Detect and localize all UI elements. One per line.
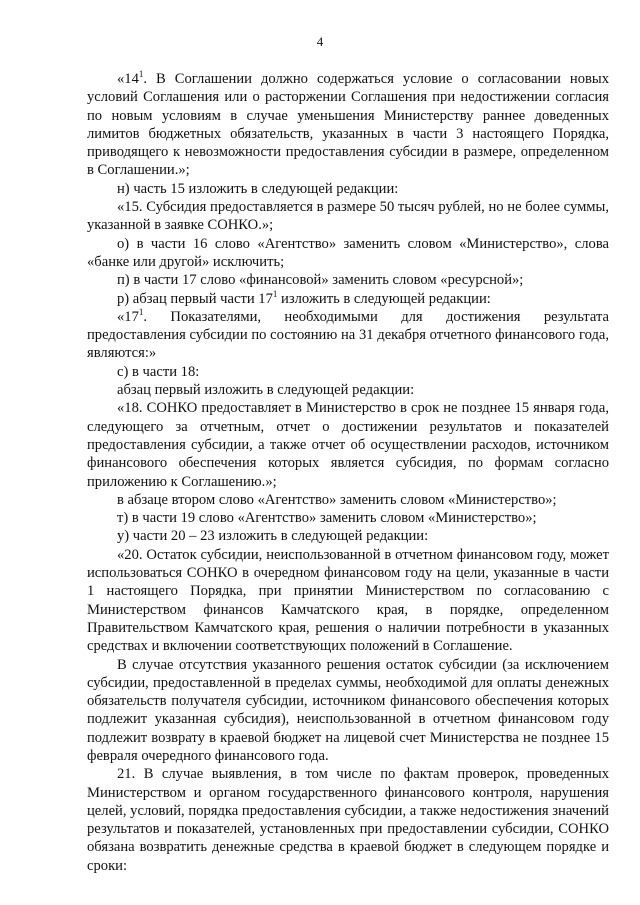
page-number: 4 <box>316 34 324 49</box>
paragraph-item-u: у) части 20 – 23 изложить в следующей редакции: <box>117 528 429 545</box>
document-body <box>87 70 609 875</box>
paragraph-first-abzac: абзац первый изложить в следующей редакции: <box>117 382 415 399</box>
paragraph-20-remainder: В случае отсутствия указанного решения остаток субсидии (за исключением субсидии, предоставленной в пределах суммы, необходимой для оплаты денежных обязательств получателя субсидии, источником финансового обеспечения которых подлежит указанная субсидия), неиспользованной в отчетном финансовом году подлежит возврату в краевой бюджет на лицевой счет Министерства не позднее 15 февраля очередного финансового года. <box>87 656 609 764</box>
paragraph-second-abzac: в абзаце втором слово «Агентство» заменить словом «Министерство»; <box>117 491 557 508</box>
paragraph-17-1: «$17^1$. Показателями, необходимыми для достижения результата предоставления субсидии по состоянию на 31 декабря отчетного финансового года, являются:» <box>87 307 609 362</box>
paragraph-20: «20. Остаток субсидии, неиспользованной в отчетном финансовом году, может использоваться СОНКО в очередном финансовом году на цели, указанные в части 1 настоящего Порядка, при принятии Министерством по согласованию с Министерством финансов Камчатского края, в порядке, определенном Правительством Камчатского края, решения о наличии потребности в указанных средствах и включении соответствующих положений в Соглашение. <box>87 546 609 655</box>
paragraph-item-p: п) в части 17 слово «финансовой» заменить словом «ресурсной»; <box>117 272 524 289</box>
paragraph-item-n: н) часть 15 изложить в следующей редакции: <box>117 180 399 197</box>
paragraph-14-1: «$14^1$. В Соглашении должно содержаться условие о согласовании новых условий Соглашения или о расторжении Соглашения при недостижении согласия по новым условиям в случае уменьшения Министерству раннее доведенных лимитов бюджетных обязательств, указанных в части 3 настоящего Порядка, приводящего к невозможности предоставления субсидии в размере, определенном в Соглашении.»; <box>87 69 609 179</box>
paragraph-item-r: р) абзац первый части $17^1$ изложить в следующей редакции: <box>117 288 491 307</box>
paragraph-item-o: о) в части 16 слово «Агентство» заменить словом «Министерство», слова «банке или другой» исключить; <box>87 235 609 270</box>
paragraph-item-t: т) в части 19 слово «Агентство» заменить словом «Министерство»; <box>117 510 537 527</box>
paragraph-21: 21. В случае выявления, в том числе по фактам проверок, проведенных Министерством и органом государственного финансового контроля, нарушения целей, условий, порядка предоставления субсидии, а также недостижения значений результатов и показателей, установленных при предоставлении субсидии, СОНКО обязана возвратить денежные средства в краевой бюджет в следующем порядке и сроки: <box>87 766 609 874</box>
paragraph-item-s: с) в части 18: <box>117 363 200 380</box>
paragraph-15: «15. Субсидия предоставляется в размере 50 тысяч рублей, но не более суммы, указанной в заявке СОНКО.»; <box>87 199 609 234</box>
paragraph-18: «18. СОНКО предоставляет в Министерство в срок не позднее 15 января года, следующего за отчетным, отчет о достижении результатов и показателей предоставления субсидии, а также отчет об осуществлении расходов, источником финансового обеспечения которых является субсидия, по формам согласно приложению к Соглашению.»; <box>87 400 609 490</box>
